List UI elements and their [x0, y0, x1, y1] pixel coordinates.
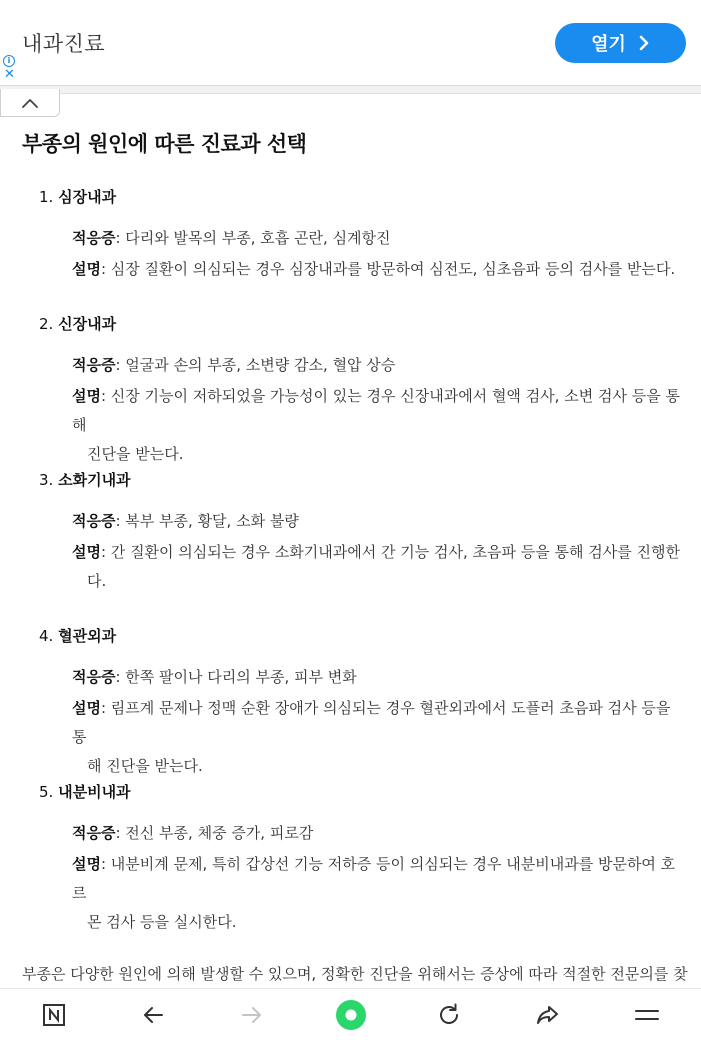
- indication-label: 적응증: [72, 668, 116, 686]
- indication-line: [72, 507, 682, 536]
- indication-label: 적응증: [72, 229, 116, 247]
- description-text-cont: 해 진단을 받는다.: [87, 757, 203, 775]
- green-dot-icon[interactable]: [335, 999, 367, 1031]
- department-name: 소화기내과: [58, 471, 131, 489]
- indication-text: : 복부 부종, 황달, 소화 불량: [115, 512, 299, 530]
- section-heading: 부종의 원인에 따른 진료과 선택: [22, 132, 307, 156]
- chevron-right-icon: [638, 35, 650, 51]
- description-label: 설명: [72, 387, 101, 405]
- department-title: 1. 심장내과: [39, 188, 117, 206]
- department-item: [39, 186, 679, 278]
- close-icon[interactable]: ✕: [4, 67, 15, 82]
- naver-home-icon[interactable]: [40, 1001, 68, 1029]
- indication-line: [72, 663, 682, 692]
- department-item: [39, 781, 679, 931]
- ad-open-button[interactable]: [555, 23, 686, 63]
- department-title: 4. 혈관외과: [39, 627, 117, 645]
- description-text-cont: 진단을 받는다.: [87, 445, 184, 463]
- description-text: : 심장 질환이 의심되는 경우 심장내과를 방문하여 심전도, 심초음파 등의 검사를 받는다.: [100, 260, 676, 278]
- description-line: [72, 255, 682, 284]
- indication-line: [72, 224, 682, 253]
- description-line: [72, 538, 682, 596]
- indication-label: 적응증: [72, 824, 116, 842]
- indication-text: : 다리와 발목의 부종, 호흡 곤란, 심계항진: [115, 229, 391, 247]
- ad-divider: [0, 86, 701, 94]
- bottom-nav-bar: [0, 988, 701, 1040]
- department-title: 3. 소화기내과: [39, 471, 131, 489]
- indication-label: 적응증: [72, 356, 116, 374]
- forward-arrow-icon[interactable]: [238, 1001, 266, 1029]
- chevron-up-icon: [22, 98, 38, 108]
- description-line: [72, 850, 682, 937]
- description-label: 설명: [72, 699, 101, 717]
- indication-line: [72, 819, 682, 848]
- indication-label: 적응증: [72, 512, 116, 530]
- department-name: 신장내과: [58, 315, 117, 333]
- description-line: [72, 694, 682, 781]
- description-text: : 림프계 문제나 정맥 순환 장애가 의심되는 경우 혈관외과에서 도플러 초음파 검사 등을 통: [72, 699, 671, 746]
- department-name: 혈관외과: [58, 627, 117, 645]
- refresh-icon[interactable]: [435, 1001, 463, 1029]
- ad-title[interactable]: 내과진료: [22, 32, 106, 56]
- back-arrow-icon[interactable]: [139, 1001, 167, 1029]
- department-item: [39, 469, 680, 590]
- ad-banner[interactable]: [0, 0, 701, 86]
- collapse-ad-button[interactable]: [0, 89, 60, 117]
- description-text: : 내분비계 문제, 특히 갑상선 기능 저하증 등이 의심되는 경우 내분비내과를 방문하여 호르: [72, 855, 676, 902]
- description-line: [72, 382, 682, 469]
- description-label: 설명: [72, 543, 101, 561]
- share-icon[interactable]: [534, 1001, 562, 1029]
- description-text: : 신장 기능이 저하되었을 가능성이 있는 경우 신장내과에서 혈액 검사, 소변 검사 등을 통해: [72, 387, 680, 434]
- indication-text: : 전신 부종, 체중 증가, 피로감: [115, 824, 314, 842]
- department-title: 2. 신장내과: [39, 315, 117, 333]
- description-text: : 간 질환이 의심되는 경우 소화기내과에서 간 기능 검사, 초음파 등을 통해 검사를 진행한: [100, 543, 680, 561]
- department-item: [39, 313, 680, 463]
- description-label: 설명: [72, 855, 101, 873]
- closing-paragraph: 부종은 다양한 원인에 의해 발생할 수 있으며, 정확한 진단을 위해서는 증상에 따라 적절한 전문의를 찾: [22, 965, 688, 983]
- menu-icon[interactable]: [633, 1001, 661, 1029]
- indication-line: [72, 351, 682, 380]
- department-title: 5. 내분비내과: [39, 783, 131, 801]
- description-label: 설명: [72, 260, 101, 278]
- department-name: 내분비내과: [58, 783, 131, 801]
- department-name: 심장내과: [58, 188, 117, 206]
- indication-text: : 얼굴과 손의 부종, 소변량 감소, 혈압 상승: [115, 356, 396, 374]
- ad-open-label: 열기: [591, 34, 626, 55]
- indication-text: : 한쪽 팔이나 다리의 부종, 피부 변화: [115, 668, 357, 686]
- department-item: [39, 625, 679, 775]
- description-text-cont: 다.: [87, 572, 107, 590]
- info-icon[interactable]: i: [3, 55, 15, 67]
- description-text-cont: 몬 검사 등을 실시한다.: [87, 913, 237, 931]
